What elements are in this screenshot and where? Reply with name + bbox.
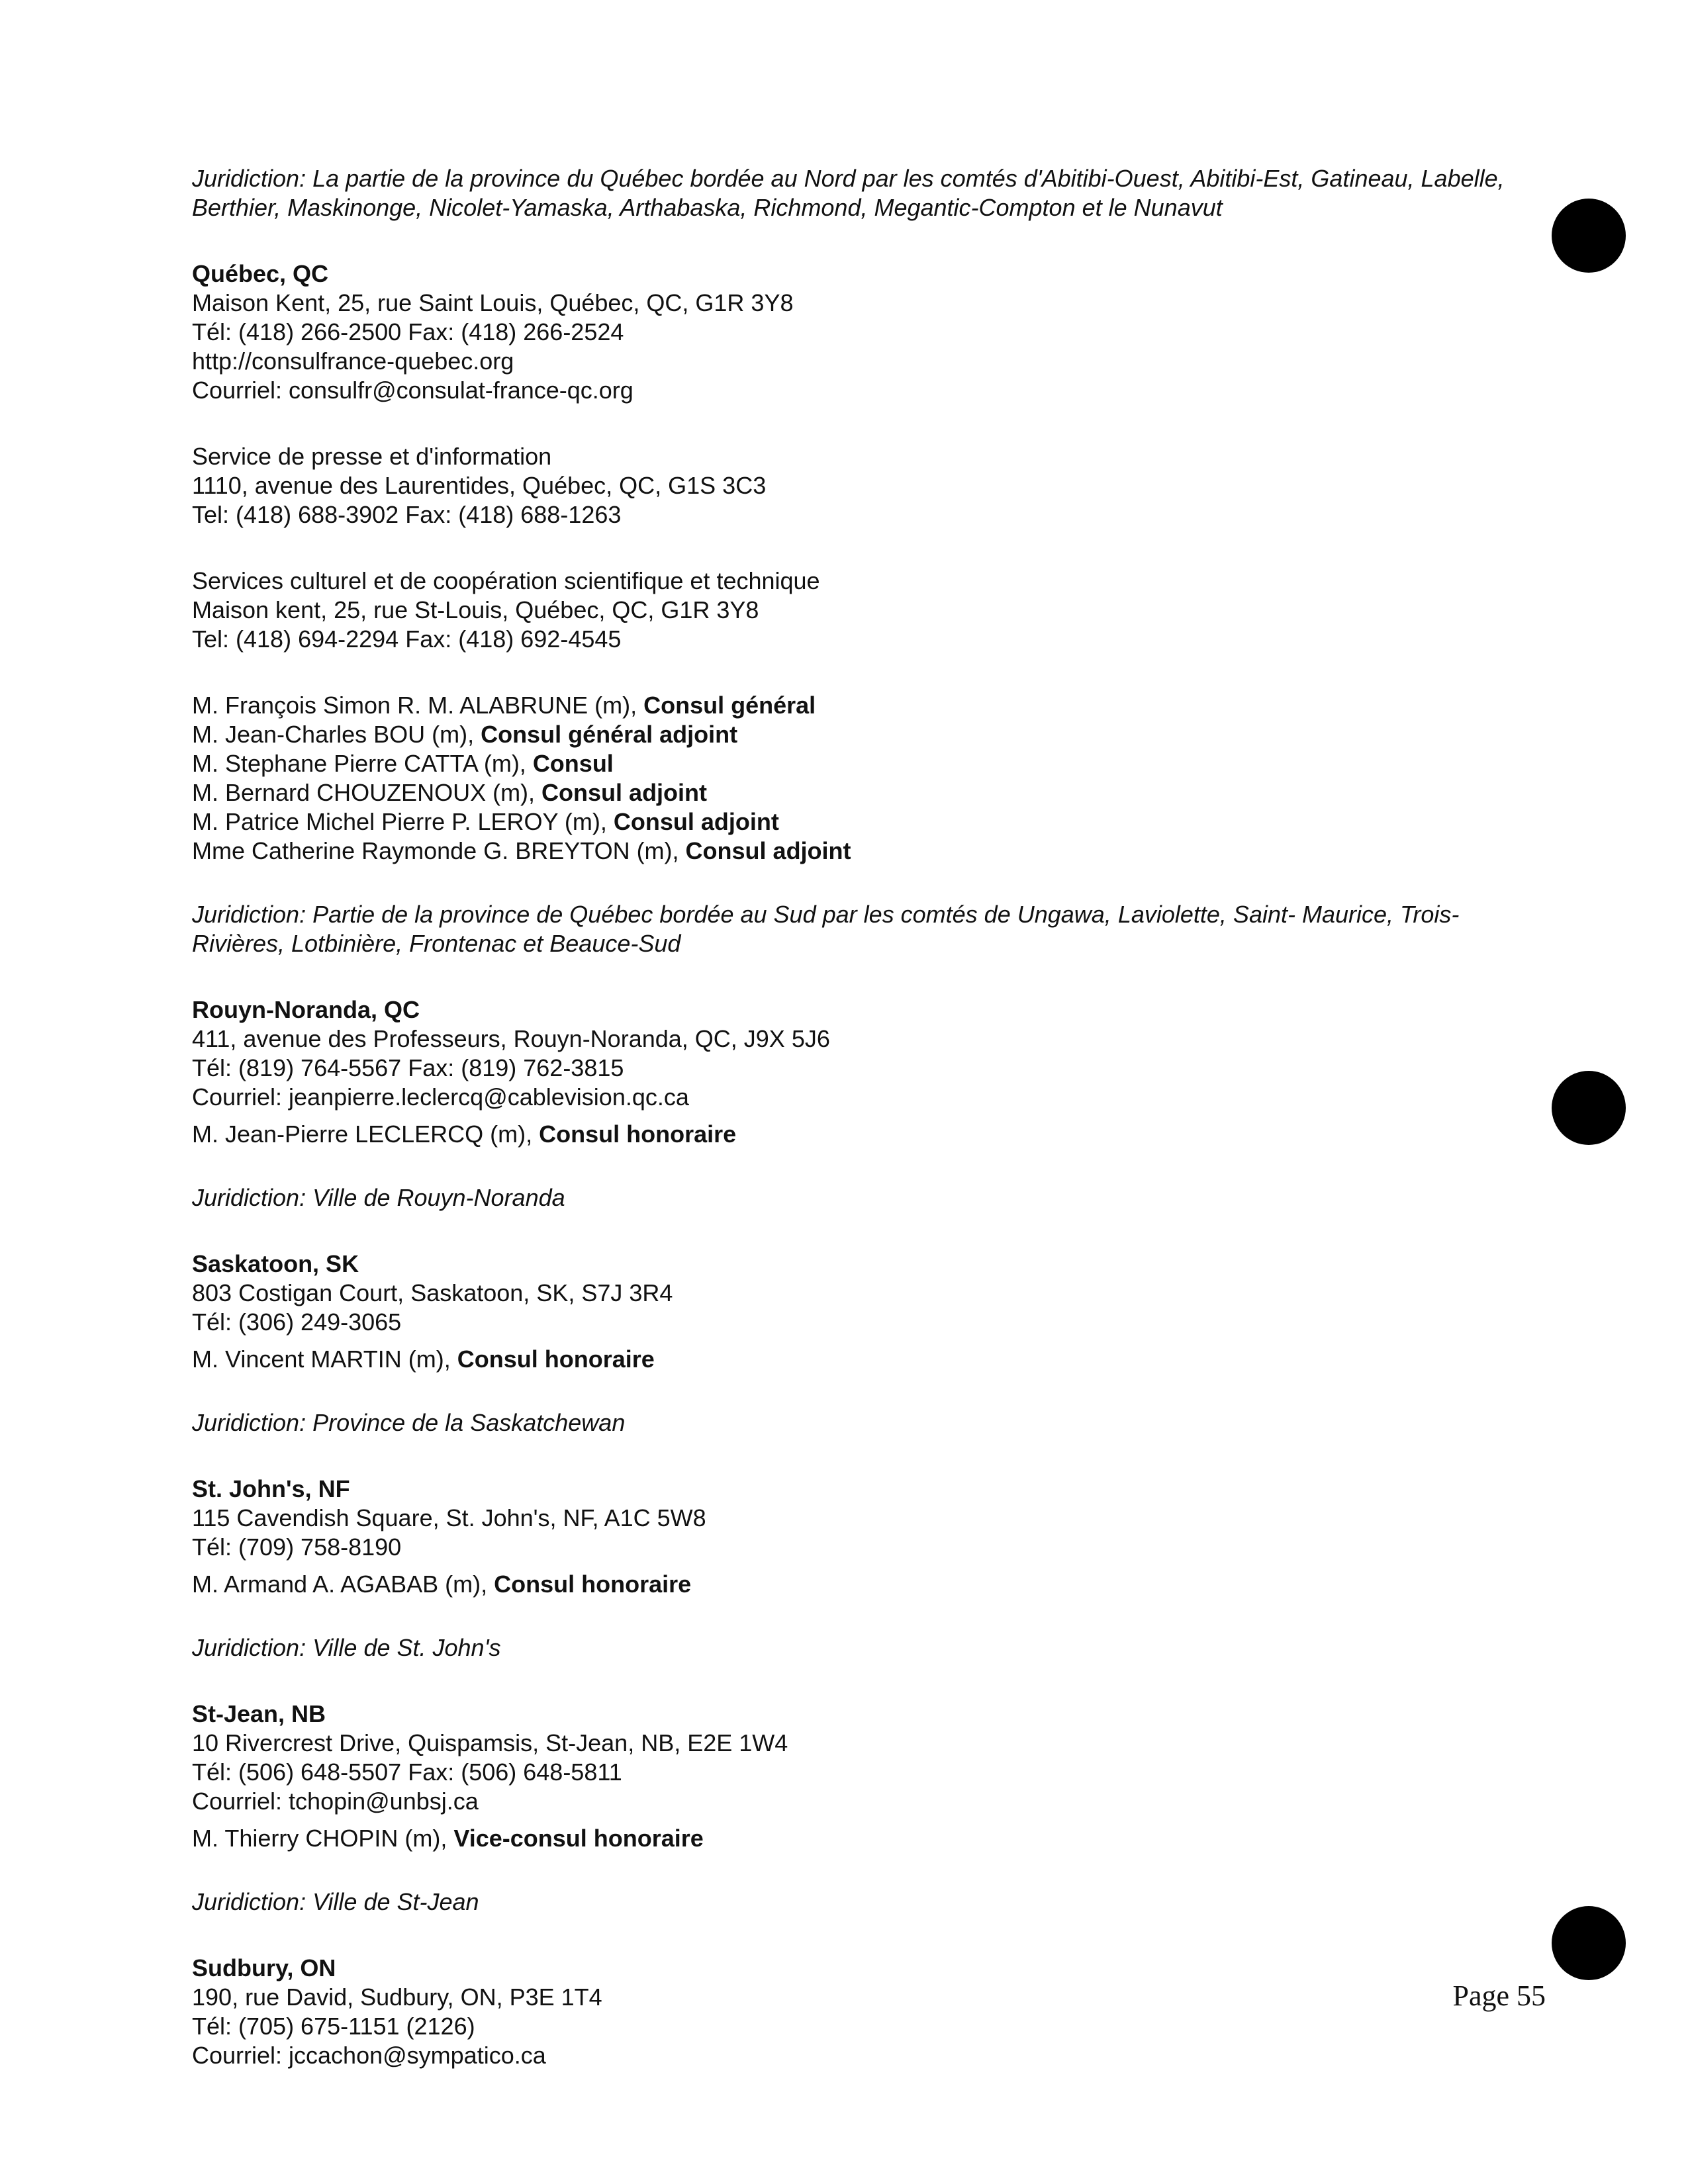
city-heading: Rouyn-Noranda, QC <box>192 996 420 1023</box>
section-st-johns <box>192 1475 1509 1662</box>
staff-role: Consul honoraire <box>494 1570 692 1598</box>
city-heading: St-Jean, NB <box>192 1700 326 1727</box>
staff-row <box>192 720 1509 749</box>
address: 803 Costigan Court, Saskatoon, SK, S7J 3R4 <box>192 1279 673 1306</box>
address: 411, avenue des Professeurs, Rouyn-Noranda, QC, J9X 5J6 <box>192 1025 830 1052</box>
phone: Tél: (306) 249-3065 <box>192 1308 402 1336</box>
address: 190, rue David, Sudbury, ON, P3E 1T4 <box>192 1983 602 2011</box>
phone: Tél: (709) 758-8190 <box>192 1533 402 1561</box>
jurisdiction-note: Juridiction: La partie de la province du Québec bordée au Nord par les comtés d'Abitibi-Ouest, Abitibi-Est, Gatineau, Labelle, Berthier, Maskinonge, Nicolet-Yamaska, Arthabaska, Richmond, Megantic-Compton et le Nunavut <box>192 165 1505 221</box>
jurisdiction-note: Juridiction: Ville de St-Jean <box>192 1888 479 1915</box>
staff-role: Vice-consul honoraire <box>453 1825 704 1852</box>
email[interactable]: Courriel: tchopin@unbsj.ca <box>192 1788 479 1815</box>
staff-row <box>192 1120 1509 1149</box>
punch-hole-top <box>1552 199 1626 273</box>
city-heading: Sudbury, ON <box>192 1954 336 1981</box>
section-press-service <box>192 442 1509 529</box>
staff-row <box>192 1345 1509 1374</box>
staff-role: Consul honoraire <box>539 1120 737 1148</box>
jurisdiction-note: Juridiction: Province de la Saskatchewan <box>192 1409 626 1436</box>
city-heading: Saskatoon, SK <box>192 1250 359 1277</box>
staff-role: Consul adjoint <box>685 837 851 864</box>
staff-role: Consul <box>532 750 614 777</box>
staff-name: Mme Catherine Raymonde G. BREYTON (m), <box>192 837 686 864</box>
staff-row <box>192 778 1509 807</box>
page-number: Page 55 <box>1452 1979 1546 2012</box>
email[interactable]: Courriel: consulfr@consulat-france-qc.org <box>192 377 633 404</box>
section-sudbury <box>192 1954 1509 2070</box>
address: Maison Kent, 25, rue Saint Louis, Québec, QC, G1R 3Y8 <box>192 289 794 316</box>
jurisdiction-note: Juridiction: Partie de la province de Québec bordée au Sud par les comtés de Ungawa, Laviolette, Saint- Maurice, Trois-Rivières, Lotbinière, Frontenac et Beauce-Sud <box>192 901 1460 957</box>
website-link[interactable]: http://consulfrance-quebec.org <box>192 347 514 375</box>
address: 115 Cavendish Square, St. John's, NF, A1C 5W8 <box>192 1504 706 1531</box>
staff-name: M. Bernard CHOUZENOUX (m), <box>192 779 542 806</box>
staff-name: M. Jean-Pierre LECLERCQ (m), <box>192 1120 539 1148</box>
staff-row <box>192 691 1509 720</box>
phone-fax: Tel: (418) 694-2294 Fax: (418) 692-4545 <box>192 625 622 653</box>
quebec-staff-list <box>192 691 1509 866</box>
staff-name: M. Vincent MARTIN (m), <box>192 1345 457 1373</box>
service-name: Services culturel et de coopération scientifique et technique <box>192 567 820 594</box>
staff-name: M. Patrice Michel Pierre P. LEROY (m), <box>192 808 614 835</box>
phone-fax: Tél: (819) 764-5567 Fax: (819) 762-3815 <box>192 1054 624 1081</box>
staff-name: M. Armand A. AGABAB (m), <box>192 1570 494 1598</box>
staff-row <box>192 1824 1509 1853</box>
staff-name: M. François Simon R. M. ALABRUNE (m), <box>192 692 644 719</box>
phone-fax: Tel: (418) 688-3902 Fax: (418) 688-1263 <box>192 501 622 528</box>
staff-row <box>192 837 1509 866</box>
section-st-jean <box>192 1700 1509 1917</box>
staff-row <box>192 807 1509 837</box>
staff-role: Consul adjoint <box>541 779 708 806</box>
staff-row <box>192 749 1509 778</box>
section-cultural-service <box>192 567 1509 654</box>
staff-row <box>192 1570 1509 1599</box>
staff-role: Consul honoraire <box>457 1345 655 1373</box>
jurisdiction-note: Juridiction: Ville de Rouyn-Noranda <box>192 1184 565 1211</box>
section-saskatoon <box>192 1250 1509 1437</box>
address: 10 Rivercrest Drive, Quispamsis, St-Jean, NB, E2E 1W4 <box>192 1729 788 1756</box>
service-name: Service de presse et d'information <box>192 443 552 470</box>
phone-fax: Tél: (418) 266-2500 Fax: (418) 266-2524 <box>192 318 624 345</box>
document-body <box>192 164 1509 2070</box>
punch-hole-middle <box>1552 1071 1626 1145</box>
jurisdiction-note: Juridiction: Ville de St. John's <box>192 1634 501 1661</box>
address: Maison kent, 25, rue St-Louis, Québec, QC, G1R 3Y8 <box>192 596 759 623</box>
staff-name: M. Thierry CHOPIN (m), <box>192 1825 454 1852</box>
phone-fax: Tél: (506) 648-5507 Fax: (506) 648-5811 <box>192 1758 622 1786</box>
section-rouyn-noranda <box>192 995 1509 1212</box>
punch-hole-bottom <box>1552 1906 1626 1980</box>
email[interactable]: Courriel: jeanpierre.leclercq@cablevision.qc.ca <box>192 1083 689 1111</box>
section-quebec <box>192 259 1509 405</box>
staff-role: Consul général <box>643 692 816 719</box>
email[interactable]: Courriel: jccachon@sympatico.ca <box>192 2042 546 2069</box>
city-heading: Québec, QC <box>192 260 329 287</box>
address: 1110, avenue des Laurentides, Québec, QC, G1S 3C3 <box>192 472 767 499</box>
staff-role: Consul adjoint <box>613 808 779 835</box>
staff-name: M. Stephane Pierre CATTA (m), <box>192 750 533 777</box>
staff-role: Consul général adjoint <box>481 721 738 748</box>
staff-name: M. Jean-Charles BOU (m), <box>192 721 481 748</box>
city-heading: St. John's, NF <box>192 1475 350 1502</box>
phone: Tél: (705) 675-1151 (2126) <box>192 2013 475 2040</box>
